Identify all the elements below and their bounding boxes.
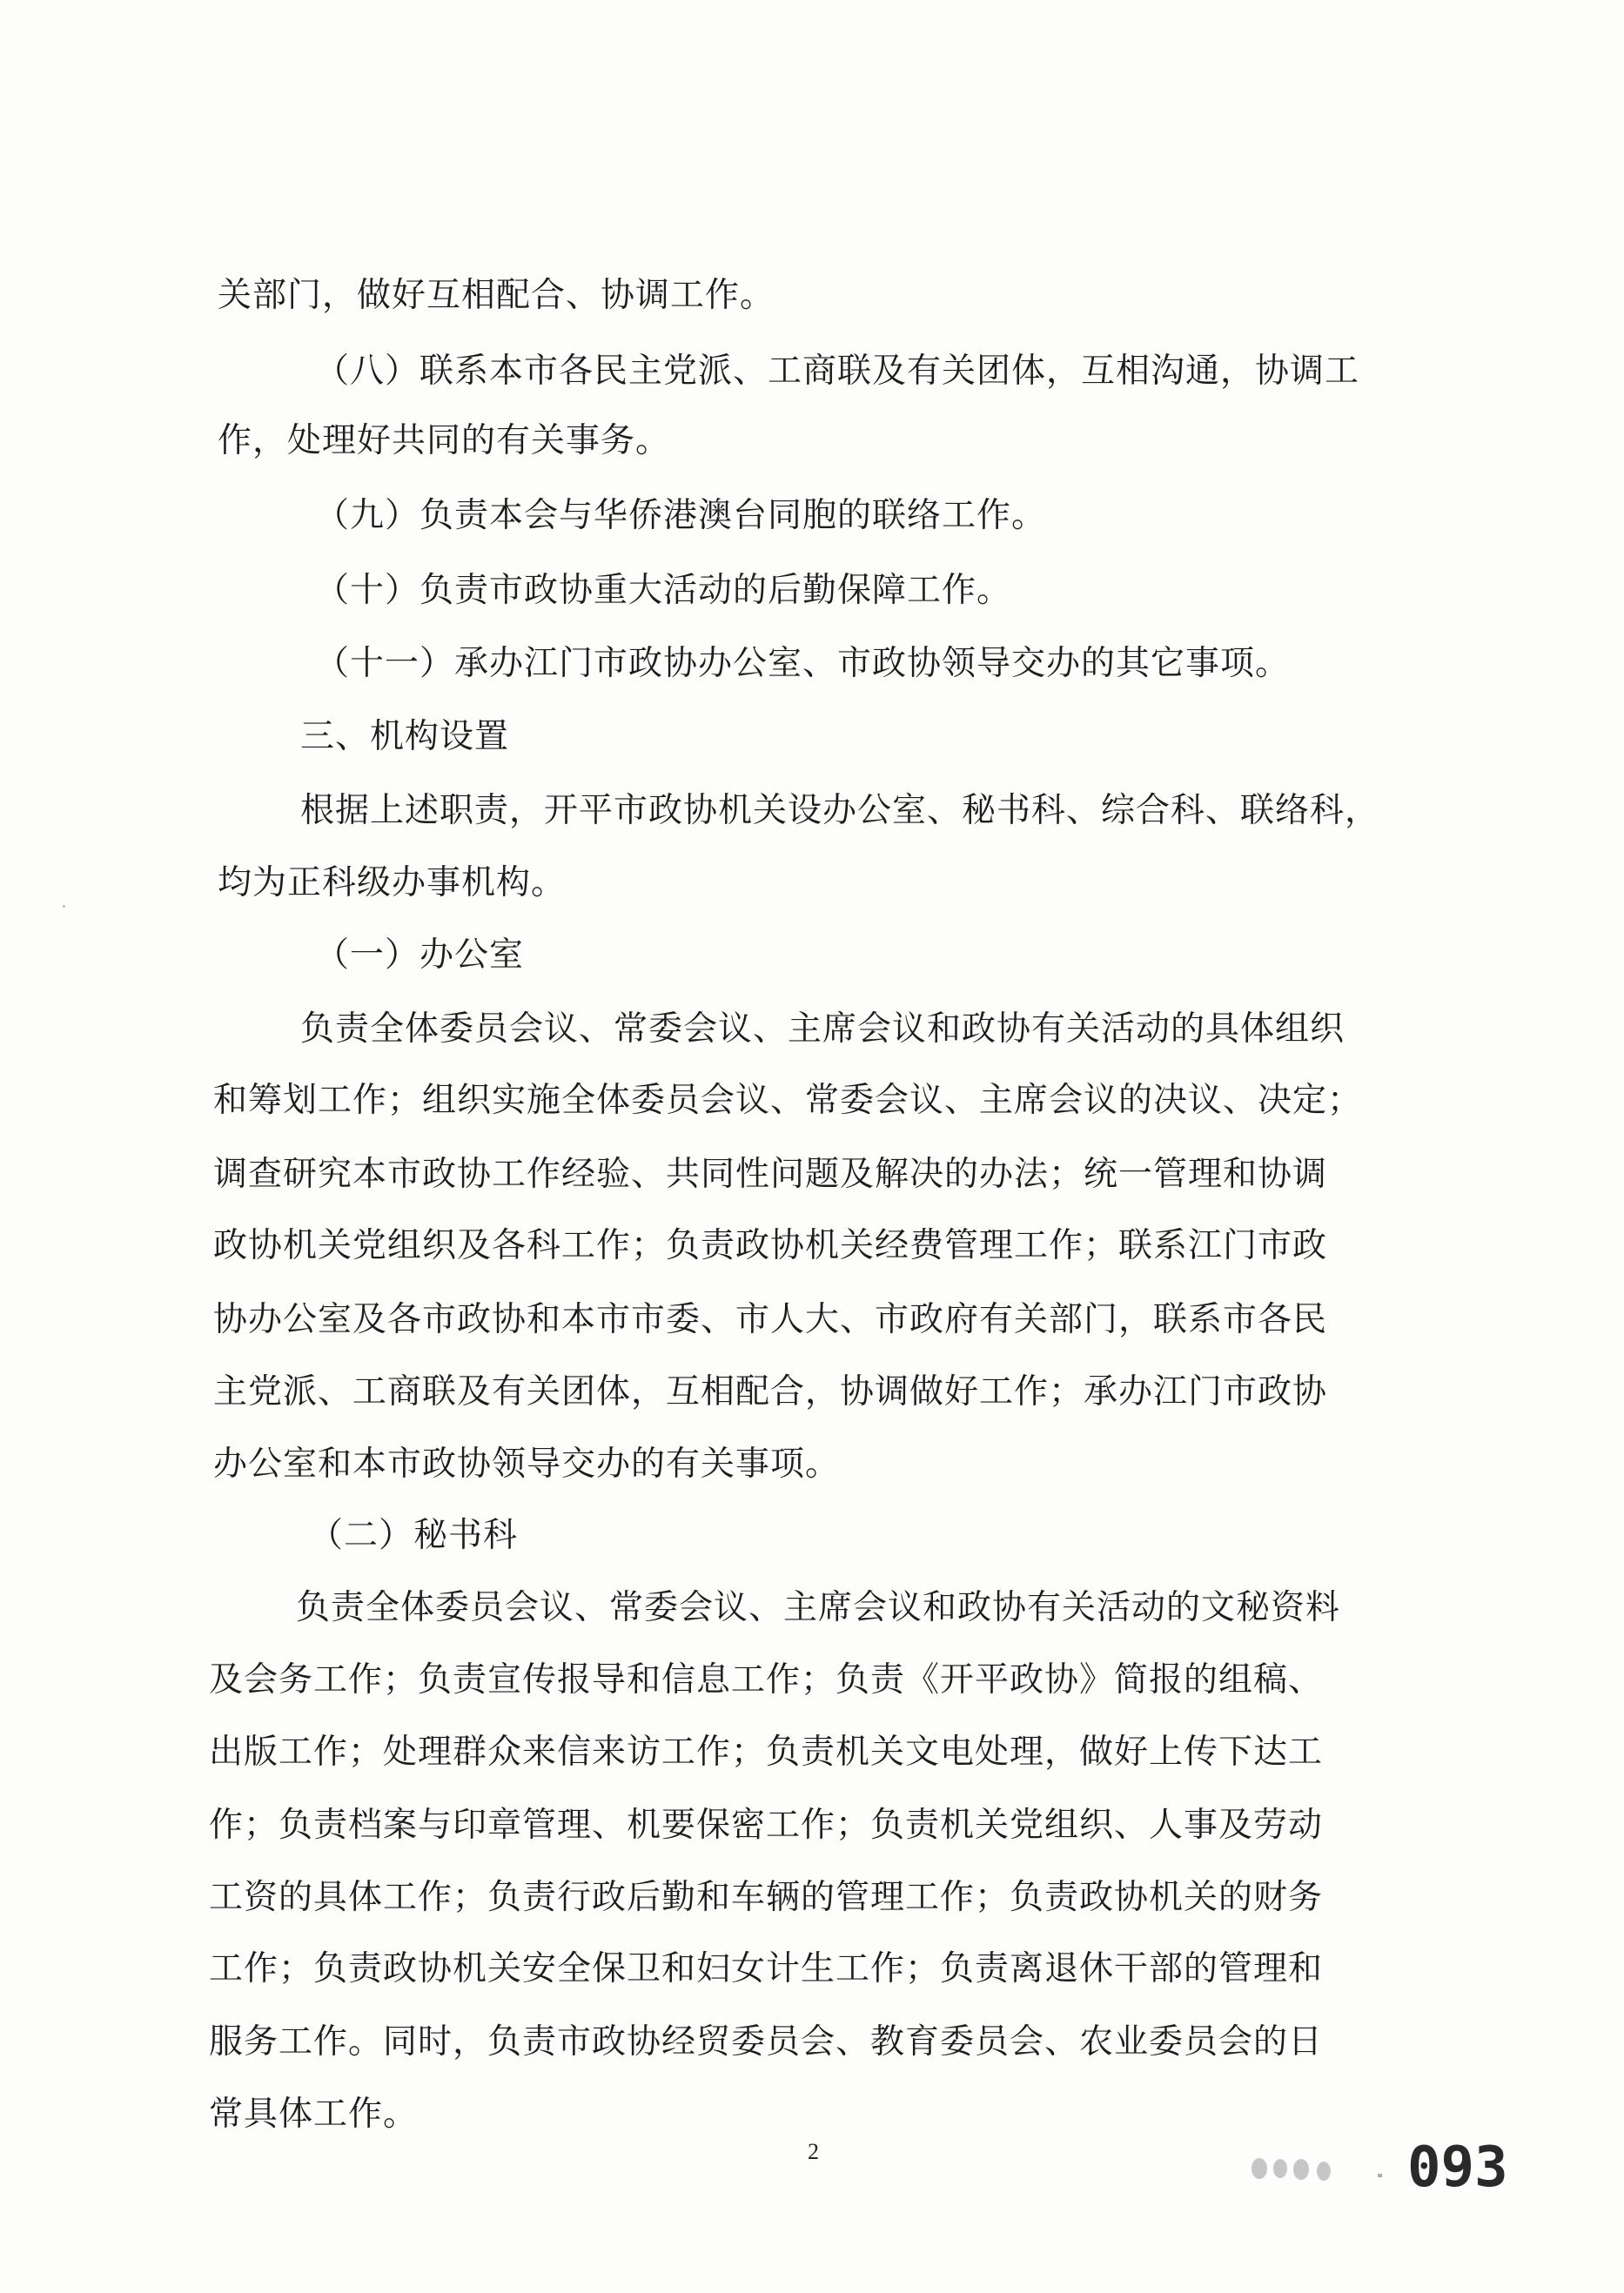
text-line: 根据上述职责，开平市政协机关设办公室、秘书科、综合科、联络科， [300,791,1380,830]
text-line: 关部门，做好互相配合、协调工作。 [218,276,775,315]
text-line: 和筹划工作；组织实施全体委员会议、常委会议、主席会议的决议、决定； [213,1081,1363,1120]
text-line: 作；负责档案与印章管理、机要保密工作；负责机关党组织、人事及劳动 [209,1806,1324,1845]
text-line: 出版工作；处理群众来信来访工作；负责机关文电处理，做好上传下达工 [209,1733,1324,1772]
text-line: 常具体工作。 [209,2095,419,2134]
page-number: 2 [808,2139,819,2164]
text-line: 作，处理好共同的有关事务。 [218,421,671,460]
text-line: （八）联系本市各民主党派、工商联及有关团体，互相沟通，协调工 [315,352,1360,391]
text-line: 调查研究本市政协工作经验、共同性问题及解决的办法；统一管理和协调 [213,1155,1328,1194]
text-line: 工资的具体工作；负责行政后勤和车辆的管理工作；负责政协机关的财务 [209,1878,1324,1917]
text-line: 主党派、工商联及有关团体，互相配合，协调做好工作；承办江门市政协 [213,1372,1328,1411]
text-line: 及会务工作；负责宣传报导和信息工作；负责《开平政协》简报的组稿、 [209,1660,1324,1700]
section-heading: 三、机构设置 [300,717,510,756]
text-line: （九）负责本会与华侨港澳台同胞的联络工作。 [315,496,1047,535]
stamp-graphic [1240,2123,1527,2202]
text-line: （十）负责市政协重大活动的后勤保障工作。 [315,571,1012,610]
text-line: 服务工作。同时，负责市政协经贸委员会、教育委员会、农业委员会的日 [209,2022,1324,2062]
text-line: 协办公室及各市政协和本市市委、市人大、市政府有关部门，联系市各民 [213,1300,1328,1339]
archive-stamp [1240,2123,1527,2202]
text-line: （十一）承办江门市政协办公室、市政协领导交办的其它事项。 [315,644,1291,683]
text-line: 政协机关党组织及各科工作；负责政协机关经费管理工作；联系江门市政 [213,1226,1328,1265]
subsection-heading: （二）秘书科 [309,1516,519,1555]
text-line: 均为正科级办事机构。 [218,863,567,902]
text-line: 办公室和本市政协领导交办的有关事项。 [213,1445,841,1484]
text-line: 负责全体委员会议、常委会议、主席会议和政协有关活动的具体组织 [300,1009,1346,1049]
subsection-heading: （一）办公室 [315,935,525,975]
text-line: 工作；负责政协机关安全保卫和妇女计生工作；负责离退休干部的管理和 [209,1949,1324,1988]
text-line: 负责全体委员会议、常委会议、主席会议和政协有关活动的文秘资料 [296,1588,1341,1627]
scan-speck [63,905,65,908]
stamp-number: 093 [1407,2135,1508,2200]
